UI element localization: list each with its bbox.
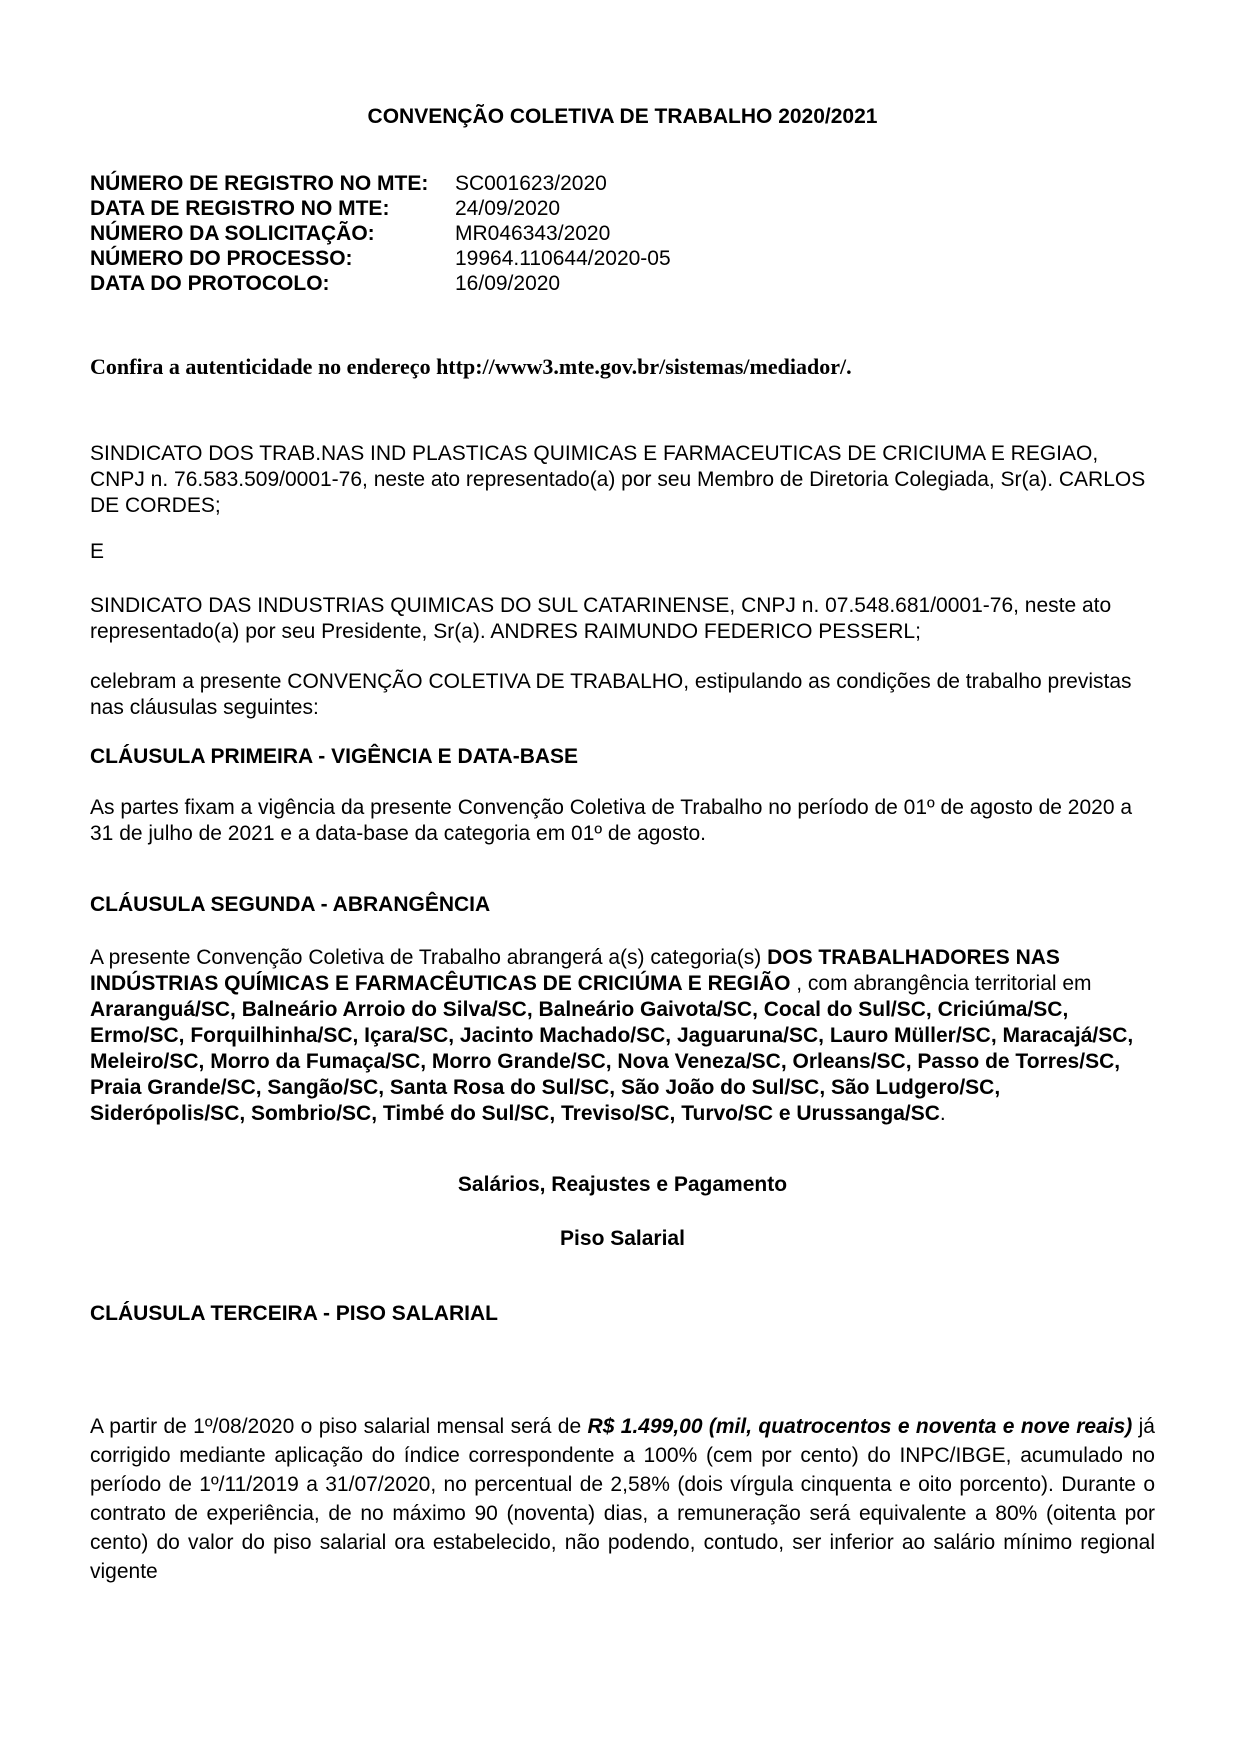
clause-second-middle: , com abrangência territorial em [790, 972, 1092, 995]
clause-third-body [90, 1412, 1155, 1586]
registration-value: 24/09/2020 [455, 197, 561, 220]
clause-third-intro: A partir de 1º/08/2020 o piso salarial mensal será de [90, 1415, 588, 1438]
registration-label: NÚMERO DA SOLICITAÇÃO: [90, 222, 375, 245]
registration-value: MR046343/2020 [455, 222, 611, 245]
registration-label: NÚMERO DE REGISTRO NO MTE: [90, 172, 429, 195]
clause-third-heading: CLÁUSULA TERCEIRA - PISO SALARIAL [90, 1302, 498, 1325]
registration-row-numero-processo [90, 246, 1155, 271]
clause-second-category: DOS TRABALHADORES NAS INDÚSTRIAS QUÍMICAS E FARMACÊUTICAS DE CRICIÚMA E REGIÃO [90, 946, 1060, 995]
clause-third-rest: já corrigido mediante aplicação do índice correspondente a 100% (cem por cento) do INPC/IBGE, acumulado no período de 1º/11/2019 a 31/07/2020, no percentual de 2,58% (dois vírgula cinquenta e oito porcento). Durante o contrato de experiência, de no máximo 90 (noventa) dias, a remuneração será equivalente a 80% (oitenta por cento) do valor do piso salarial ora estabelecido, não podendo, contudo, ser inferior ao salário mínimo regional vigente [90, 1415, 1155, 1583]
registration-label: DATA DO PROTOCOLO: [90, 272, 330, 295]
section-subgroup-title: Piso Salarial [560, 1227, 685, 1250]
clause-second-end: . [939, 1102, 946, 1125]
clause-third-amount: R$ 1.499,00 (mil, quatrocentos e noventa e nove reais) [587, 1415, 1133, 1438]
registration-label: DATA DE REGISTRO NO MTE: [90, 197, 390, 220]
employee-union-paragraph: SINDICATO DOS TRAB.NAS IND PLASTICAS QUIMICAS E FARMACEUTICAS DE CRICIUMA E REGIAO, CNPJ n. 76.583.509/0001-76, neste ato representado(a) por seu Membro de Diretoria Colegiada, Sr(a). CARLOS DE CORDES; [90, 442, 1146, 517]
registration-value: 19964.110644/2020-05 [455, 247, 671, 270]
clause-second-heading: CLÁUSULA SEGUNDA - ABRANGÊNCIA [90, 893, 491, 916]
preamble-paragraph: celebram a presente CONVENÇÃO COLETIVA DE TRABALHO, estipulando as condições de trabalho previstas nas cláusulas seguintes: [90, 670, 1132, 719]
parties-connector: E [90, 540, 105, 563]
registration-row-data-protocolo [90, 271, 1155, 296]
registration-block [90, 171, 1155, 296]
registration-value: SC001623/2020 [455, 172, 607, 195]
document-title: CONVENÇÃO COLETIVA DE TRABALHO 2020/2021 [367, 105, 878, 128]
clause-second-body [90, 945, 1155, 1127]
registration-row-numero-registro [90, 171, 1155, 196]
authenticity-notice: Confira a autenticidade no endereço http://www3.mte.gov.br/sistemas/mediador/. [90, 354, 852, 379]
registration-row-data-registro [90, 196, 1155, 221]
registration-label: NÚMERO DO PROCESSO: [90, 247, 353, 270]
registration-value: 16/09/2020 [455, 272, 561, 295]
clause-second-territory: Araranguá/SC, Balneário Arroio do Silva/SC, Balneário Gaivota/SC, Cocal do Sul/SC, Criciúma/SC, Ermo/SC, Forquilhinha/SC, Içara/SC, Jacinto Machado/SC, Jaguaruna/SC, Lauro Müller/SC, Maracajá/SC, Meleiro/SC, Morro da Fumaça/SC, Morro Grande/SC, Nova Veneza/SC, Orleans/SC, Passo de Torres/SC, Praia Grande/SC, Sangão/SC, Santa Rosa do Sul/SC, São João do Sul/SC, São Ludgero/SC, Siderópolis/SC, Sombrio/SC, Timbé do Sul/SC, Treviso/SC, Turvo/SC e Urussanga/SC [90, 998, 1134, 1125]
employer-union-paragraph: SINDICATO DAS INDUSTRIAS QUIMICAS DO SUL CATARINENSE, CNPJ n. 07.548.681/0001-76, neste ato representado(a) por seu Presidente, Sr(a). ANDRES RAIMUNDO FEDERICO PESSERL; [90, 594, 1112, 643]
clause-second-intro: A presente Convenção Coletiva de Trabalho abrangerá a(s) categoria(s) [90, 946, 768, 969]
clause-first-body: As partes fixam a vigência da presente Convenção Coletiva de Trabalho no período de 01º de agosto de 2020 a 31 de julho de 2021 e a data-base da categoria em 01º de agosto. [90, 796, 1133, 845]
section-group-title: Salários, Reajustes e Pagamento [457, 1173, 788, 1196]
clause-first-heading: CLÁUSULA PRIMEIRA - VIGÊNCIA E DATA-BASE [90, 745, 579, 768]
registration-row-numero-solicitacao [90, 221, 1155, 246]
